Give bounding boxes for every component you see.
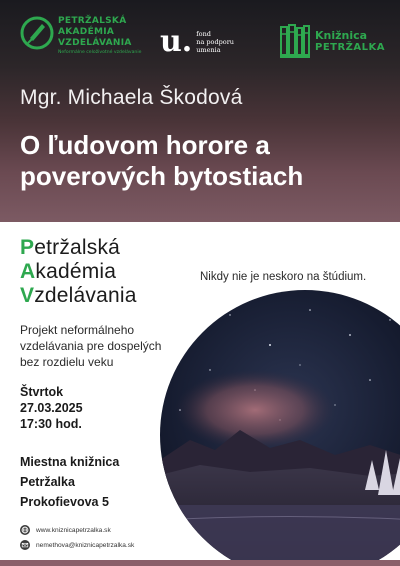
project-line3: bez rozdielu veku	[20, 355, 114, 369]
fond-logo	[160, 24, 234, 59]
venue-line3: Prokofievova 5	[20, 495, 109, 509]
event-date: 27.03.2025	[20, 401, 83, 415]
paa-logo-tagline: Neformálne celoživotné vzdelávanie	[58, 50, 142, 55]
fond-logo-line1: fond	[196, 30, 211, 38]
fond-logo-line2: na podporu	[196, 38, 234, 46]
mail-icon	[20, 540, 30, 550]
contact-email-text[interactable]: nemethova@kniznicapetrzalka.sk	[36, 541, 135, 549]
paa-brand-name	[20, 236, 137, 308]
contact-email[interactable]	[20, 540, 134, 550]
bottom-bar	[0, 560, 400, 566]
project-description	[20, 322, 200, 370]
brand-line-1-cap: P	[20, 236, 35, 259]
contact-web[interactable]	[20, 525, 111, 535]
brand-line-2-rest: kadémia	[35, 260, 117, 283]
brand-line-3	[20, 284, 137, 308]
brand-line-2-cap: A	[20, 260, 36, 283]
brand-line-1-rest: etržalská	[34, 236, 121, 259]
project-line2: vzdelávania pre dospelých	[20, 339, 162, 353]
brand-line-3-cap: V	[20, 284, 35, 307]
speaker-name: Mgr. Michaela Škodová	[20, 86, 243, 109]
fond-logo-line3: umenia	[196, 46, 221, 54]
kniznica-logo-line2: PETRŽALKA	[315, 41, 386, 53]
event-venue	[20, 452, 119, 512]
talk-title-line2: poverových bytostiach	[20, 161, 304, 191]
fond-logo-mark: u.	[160, 24, 193, 59]
paa-logo	[20, 16, 141, 56]
globe-icon	[20, 525, 30, 535]
brand-line-2	[20, 260, 137, 284]
paa-logo-line3: VZDELÁVANIA	[58, 38, 132, 48]
event-day: Štvrtok	[20, 385, 64, 399]
contact-web-text[interactable]: www.kniznicapetrzalka.sk	[36, 526, 111, 534]
paa-logo-line1: PETRŽALSKÁ	[58, 16, 127, 26]
event-datetime	[20, 384, 83, 432]
venue-line1: Miestna knižnica	[20, 455, 120, 469]
books-icon	[280, 24, 310, 58]
kniznica-logo-line1: Knižnica	[315, 28, 368, 42]
paa-logo-icon	[20, 16, 54, 50]
motto: Nikdy nie je neskoro na štúdium.	[200, 271, 367, 283]
project-line1: Projekt neformálneho	[20, 323, 135, 337]
venue-line2: Petržalka	[20, 475, 75, 489]
talk-title-line1: O ľudovom horore a	[20, 130, 270, 160]
kniznica-logo	[280, 24, 385, 58]
brand-line-3-rest: zdelávania	[34, 284, 137, 307]
logo-row	[0, 10, 400, 70]
paa-logo-line2: AKADÉMIA	[58, 27, 115, 37]
talk-title	[20, 130, 390, 192]
event-time: 17:30 hod.	[20, 417, 82, 431]
brand-line-1	[20, 236, 137, 260]
